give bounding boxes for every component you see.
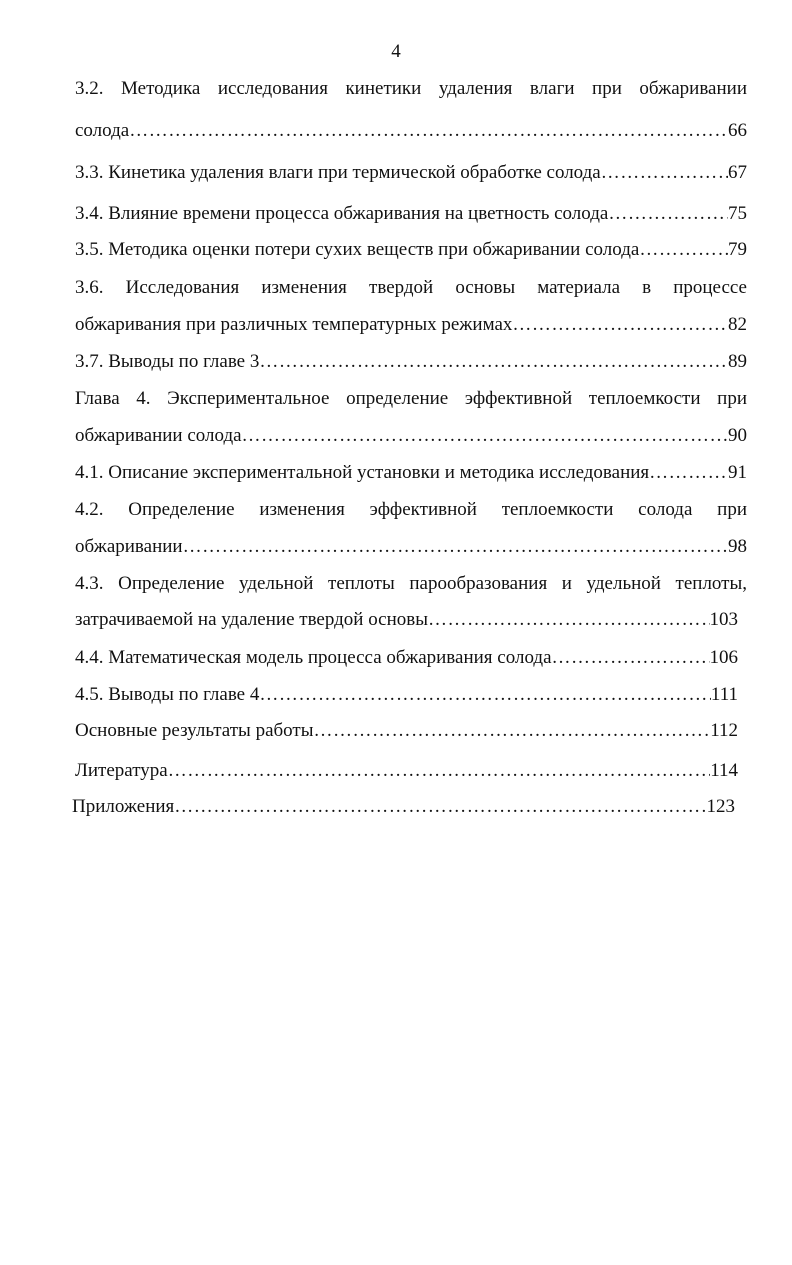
toc-entry-chapter-4-line1: Глава 4. Экспериментальное определение эффективной теплоемкости при bbox=[75, 388, 747, 409]
toc-entry-chapter-4 bbox=[75, 423, 747, 449]
toc-entry-title: 3.5. Методика оценки потери сухих веществ при обжаривании солода bbox=[75, 239, 640, 260]
toc-entry-4-4 bbox=[75, 645, 738, 671]
toc-entry-4-2-line1: 4.2. Определение изменения эффективной теплоемкости солода при bbox=[75, 499, 747, 520]
toc-entry-3-6-line1: 3.6. Исследования изменения твердой основы материала в процессе bbox=[75, 277, 747, 298]
toc-page-number: 67 bbox=[728, 162, 747, 183]
toc-entry-title: 4.1. Описание экспериментальной установки и методика исследования bbox=[75, 462, 650, 483]
toc-entry-title: Основные результаты работы bbox=[75, 720, 314, 741]
toc-entry-title: 4.5. Выводы по главе 4 bbox=[75, 684, 260, 705]
toc-page-number: 98 bbox=[728, 536, 747, 557]
toc-page-number: 114 bbox=[710, 760, 738, 781]
dot-leader bbox=[512, 312, 728, 338]
toc-page-number: 75 bbox=[728, 203, 747, 224]
toc-entry-3-7 bbox=[75, 349, 747, 375]
toc-page-number: 90 bbox=[728, 425, 747, 446]
dot-leader bbox=[183, 534, 728, 560]
toc-entry-title: 4.4. Математическая модель процесса обжаривания солода bbox=[75, 647, 552, 668]
toc-entry-title: обжаривании bbox=[75, 536, 183, 557]
dot-leader bbox=[608, 201, 728, 227]
toc-entry-4-3 bbox=[75, 607, 738, 633]
toc-page-number: 106 bbox=[709, 647, 738, 668]
dot-leader bbox=[601, 160, 728, 186]
toc-entry-3-4 bbox=[75, 201, 747, 227]
toc-page-number: 79 bbox=[728, 239, 747, 260]
toc-entry-literature bbox=[75, 758, 738, 784]
toc-entry-3-6 bbox=[75, 312, 747, 338]
toc-page-number: 112 bbox=[710, 720, 738, 741]
dot-leader bbox=[259, 349, 728, 375]
toc-page-number: 66 bbox=[728, 120, 747, 141]
dot-leader bbox=[129, 118, 728, 144]
toc-entry-title: затрачиваемой на удаление твердой основы bbox=[75, 609, 429, 630]
dot-leader bbox=[259, 682, 711, 708]
toc-page-number: 91 bbox=[728, 462, 747, 483]
toc-page-number: 123 bbox=[706, 796, 735, 817]
page-number: 4 bbox=[391, 41, 401, 62]
toc-entry-title: 3.7. Выводы по главе 3 bbox=[75, 351, 260, 372]
toc-entry-3-2 bbox=[75, 118, 747, 144]
toc-entry-4-1 bbox=[75, 460, 747, 486]
dot-leader bbox=[242, 423, 728, 449]
dot-leader bbox=[313, 718, 710, 744]
dot-leader bbox=[428, 607, 709, 633]
dot-leader bbox=[174, 794, 706, 820]
toc-entry-title: обжаривания при различных температурных режимах bbox=[75, 314, 513, 335]
toc-entry-appendices bbox=[72, 794, 735, 820]
toc-entry-3-2-line1: 3.2. Методика исследования кинетики удаления влаги при обжаривании bbox=[75, 78, 747, 99]
toc-entry-4-2 bbox=[75, 534, 747, 560]
toc-page-number: 103 bbox=[709, 609, 738, 630]
toc-entry-title: 3.4. Влияние времени процесса обжаривания на цветность солода bbox=[75, 203, 609, 224]
toc-page-number: 82 bbox=[728, 314, 747, 335]
toc-entry-title: обжаривании солода bbox=[75, 425, 242, 446]
dot-leader bbox=[552, 645, 710, 671]
dot-leader bbox=[649, 460, 728, 486]
toc-entry-title: Приложения bbox=[72, 796, 175, 817]
toc-page-number: 89 bbox=[728, 351, 747, 372]
toc-entry-title: Литература bbox=[75, 760, 168, 781]
toc-entry-3-5 bbox=[75, 237, 747, 263]
toc-entry-title: солода bbox=[75, 120, 130, 141]
dot-leader bbox=[168, 758, 710, 784]
toc-entry-4-3-line1: 4.3. Определение удельной теплоты парообразования и удельной теплоты, bbox=[75, 573, 747, 594]
toc-entry-main-results bbox=[75, 718, 738, 744]
toc-entry-4-5 bbox=[75, 682, 738, 708]
toc-entry-3-3 bbox=[75, 160, 747, 186]
toc-page-number: 111 bbox=[710, 684, 738, 705]
dot-leader bbox=[639, 237, 728, 263]
toc-entry-title: 3.3. Кинетика удаления влаги при термической обработке солода bbox=[75, 162, 601, 183]
